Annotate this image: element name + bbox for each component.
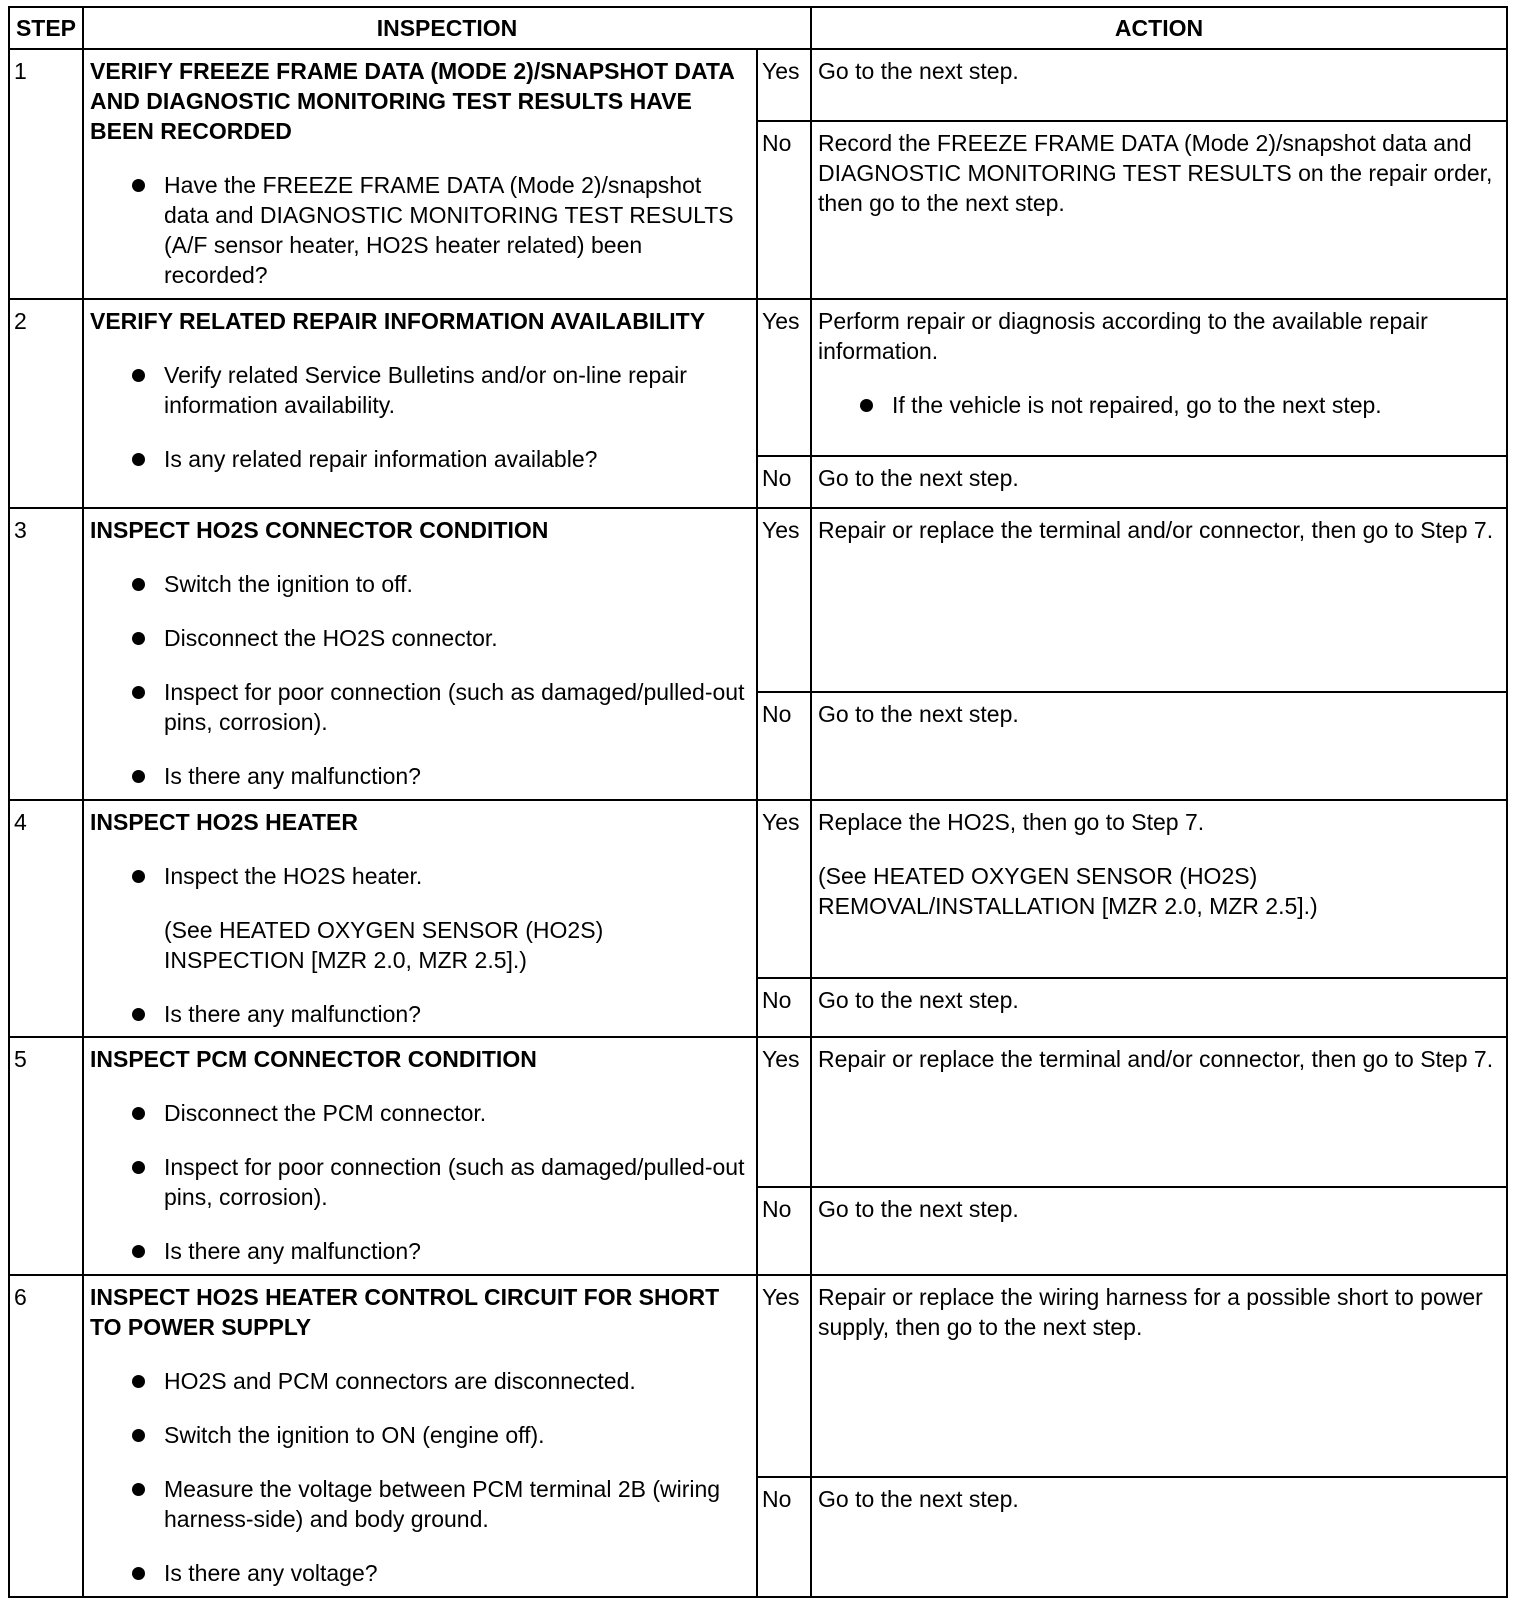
no-label: No bbox=[757, 1477, 811, 1597]
bullet-icon bbox=[132, 1161, 145, 1174]
yes-action: Replace the HO2S, then go to Step 7. bbox=[818, 808, 1205, 835]
inspection-title: VERIFY RELATED REPAIR INFORMATION AVAILABILITY bbox=[90, 307, 706, 334]
header-row bbox=[9, 7, 1507, 49]
inspection-title: INSPECT HO2S HEATER bbox=[90, 808, 358, 835]
yes-action: Repair or replace the wiring harness for a possible short to power supply, then go to the next step. bbox=[811, 1275, 1507, 1478]
inspection-bullet: Disconnect the PCM connector. bbox=[90, 1098, 750, 1128]
no-label: No bbox=[757, 692, 811, 800]
no-action: Go to the next step. bbox=[811, 1187, 1507, 1275]
yes-label: Yes bbox=[757, 299, 811, 456]
inspection-bullet: Is there any malfunction? bbox=[90, 999, 750, 1029]
inspection-bullet: Verify related Service Bulletins and/or on-line repair information availability. bbox=[90, 360, 750, 420]
inspection-bullet: Inspect for poor connection (such as damaged/pulled-out pins, corrosion). bbox=[90, 1152, 750, 1212]
action-note: (See HEATED OXYGEN SENSOR (HO2S) REMOVAL/INSTALLATION [MZR 2.0, MZR 2.5].) bbox=[818, 862, 1318, 919]
inspection-bullet: Inspect for poor connection (such as damaged/pulled-out pins, corrosion). bbox=[90, 677, 750, 737]
yes-action: Repair or replace the terminal and/or connector, then go to Step 7. bbox=[811, 1037, 1507, 1186]
bullet-icon bbox=[132, 770, 145, 783]
diagnostic-table bbox=[8, 6, 1508, 1598]
bullet-icon bbox=[132, 1008, 145, 1021]
yes-label: Yes bbox=[757, 1037, 811, 1186]
no-action: Go to the next step. bbox=[811, 692, 1507, 800]
step-row-6-yes bbox=[9, 1275, 1507, 1478]
inspection-note: (See HEATED OXYGEN SENSOR (HO2S) INSPECTION [MZR 2.0, MZR 2.5].) bbox=[164, 916, 604, 973]
step-row-2-yes bbox=[9, 299, 1507, 456]
inspection-cell bbox=[83, 49, 757, 299]
yes-action: Perform repair or diagnosis according to the available repair information. bbox=[818, 307, 1428, 364]
inspection-cell bbox=[83, 508, 757, 800]
yes-label: Yes bbox=[757, 800, 811, 978]
header-step: STEP bbox=[9, 7, 83, 49]
inspection-bullet: Have the FREEZE FRAME DATA (Mode 2)/snapshot data and DIAGNOSTIC MONITORING TEST RESULTS (A/F sensor heater, HO2S heater related) been recorded? bbox=[90, 170, 750, 290]
inspection-bullet: Inspect the HO2S heater. bbox=[90, 861, 750, 891]
no-label: No bbox=[757, 1187, 811, 1275]
step-number: 5 bbox=[9, 1037, 83, 1275]
bullet-icon bbox=[132, 578, 145, 591]
step-row-1-yes bbox=[9, 49, 1507, 121]
bullet-icon bbox=[132, 1375, 145, 1388]
yes-action: Repair or replace the terminal and/or connector, then go to Step 7. bbox=[811, 508, 1507, 692]
yes-action: Go to the next step. bbox=[811, 49, 1507, 121]
inspection-bullet: Switch the ignition to off. bbox=[90, 569, 750, 599]
bullet-icon bbox=[132, 369, 145, 382]
bullet-icon bbox=[132, 1107, 145, 1120]
no-action: Record the FREEZE FRAME DATA (Mode 2)/snapshot data and DIAGNOSTIC MONITORING TEST RESULTS on the repair order, then go to the next step. bbox=[811, 121, 1507, 299]
no-label: No bbox=[757, 121, 811, 299]
inspection-bullet: Is there any malfunction? bbox=[90, 761, 750, 791]
action-bullet: If the vehicle is not repaired, go to the next step. bbox=[818, 390, 1500, 420]
inspection-title: VERIFY FREEZE FRAME DATA (MODE 2)/SNAPSHOT DATA AND DIAGNOSTIC MONITORING TEST RESULTS HAVE BEEN RECORDED bbox=[90, 58, 735, 144]
inspection-bullet: Is there any voltage? bbox=[90, 1558, 750, 1588]
no-action: Go to the next step. bbox=[811, 456, 1507, 508]
no-action: Go to the next step. bbox=[811, 1477, 1507, 1597]
inspection-title: INSPECT PCM CONNECTOR CONDITION bbox=[90, 1046, 537, 1073]
step-number: 4 bbox=[9, 800, 83, 1038]
inspection-cell bbox=[83, 800, 757, 1038]
step-row-5-yes bbox=[9, 1037, 1507, 1186]
step-number: 2 bbox=[9, 299, 83, 508]
inspection-bullet: Is there any malfunction? bbox=[90, 1236, 750, 1266]
no-label: No bbox=[757, 456, 811, 508]
yes-action-cell bbox=[811, 299, 1507, 456]
inspection-bullet: Measure the voltage between PCM terminal 2B (wiring harness-side) and body ground. bbox=[90, 1474, 750, 1534]
yes-action-cell bbox=[811, 800, 1507, 978]
header-action: ACTION bbox=[811, 7, 1507, 49]
inspection-bullet: Is any related repair information available? bbox=[90, 444, 750, 474]
inspection-cell bbox=[83, 1037, 757, 1275]
step-number: 3 bbox=[9, 508, 83, 800]
inspection-bullet: Switch the ignition to ON (engine off). bbox=[90, 1420, 750, 1450]
yes-label: Yes bbox=[757, 508, 811, 692]
step-number: 1 bbox=[9, 49, 83, 299]
bullet-icon bbox=[132, 1245, 145, 1258]
step-row-3-yes bbox=[9, 508, 1507, 692]
bullet-icon bbox=[132, 1483, 145, 1496]
inspection-title: INSPECT HO2S CONNECTOR CONDITION bbox=[90, 516, 549, 543]
yes-label: Yes bbox=[757, 1275, 811, 1478]
bullet-icon bbox=[132, 686, 145, 699]
bullet-icon bbox=[132, 870, 145, 883]
bullet-icon bbox=[132, 1429, 145, 1442]
inspection-cell bbox=[83, 299, 757, 508]
inspection-title: INSPECT HO2S HEATER CONTROL CIRCUIT FOR SHORT TO POWER SUPPLY bbox=[90, 1283, 720, 1340]
bullet-icon bbox=[132, 1567, 145, 1580]
inspection-bullet: Disconnect the HO2S connector. bbox=[90, 623, 750, 653]
bullet-icon bbox=[860, 399, 873, 412]
inspection-cell bbox=[83, 1275, 757, 1597]
inspection-bullet: HO2S and PCM connectors are disconnected. bbox=[90, 1366, 750, 1396]
no-action: Go to the next step. bbox=[811, 978, 1507, 1037]
bullet-icon bbox=[132, 632, 145, 645]
step-row-4-yes bbox=[9, 800, 1507, 978]
no-label: No bbox=[757, 978, 811, 1037]
bullet-icon bbox=[132, 453, 145, 466]
bullet-icon bbox=[132, 179, 145, 192]
header-inspection: INSPECTION bbox=[83, 7, 811, 49]
yes-label: Yes bbox=[757, 49, 811, 121]
step-number: 6 bbox=[9, 1275, 83, 1597]
